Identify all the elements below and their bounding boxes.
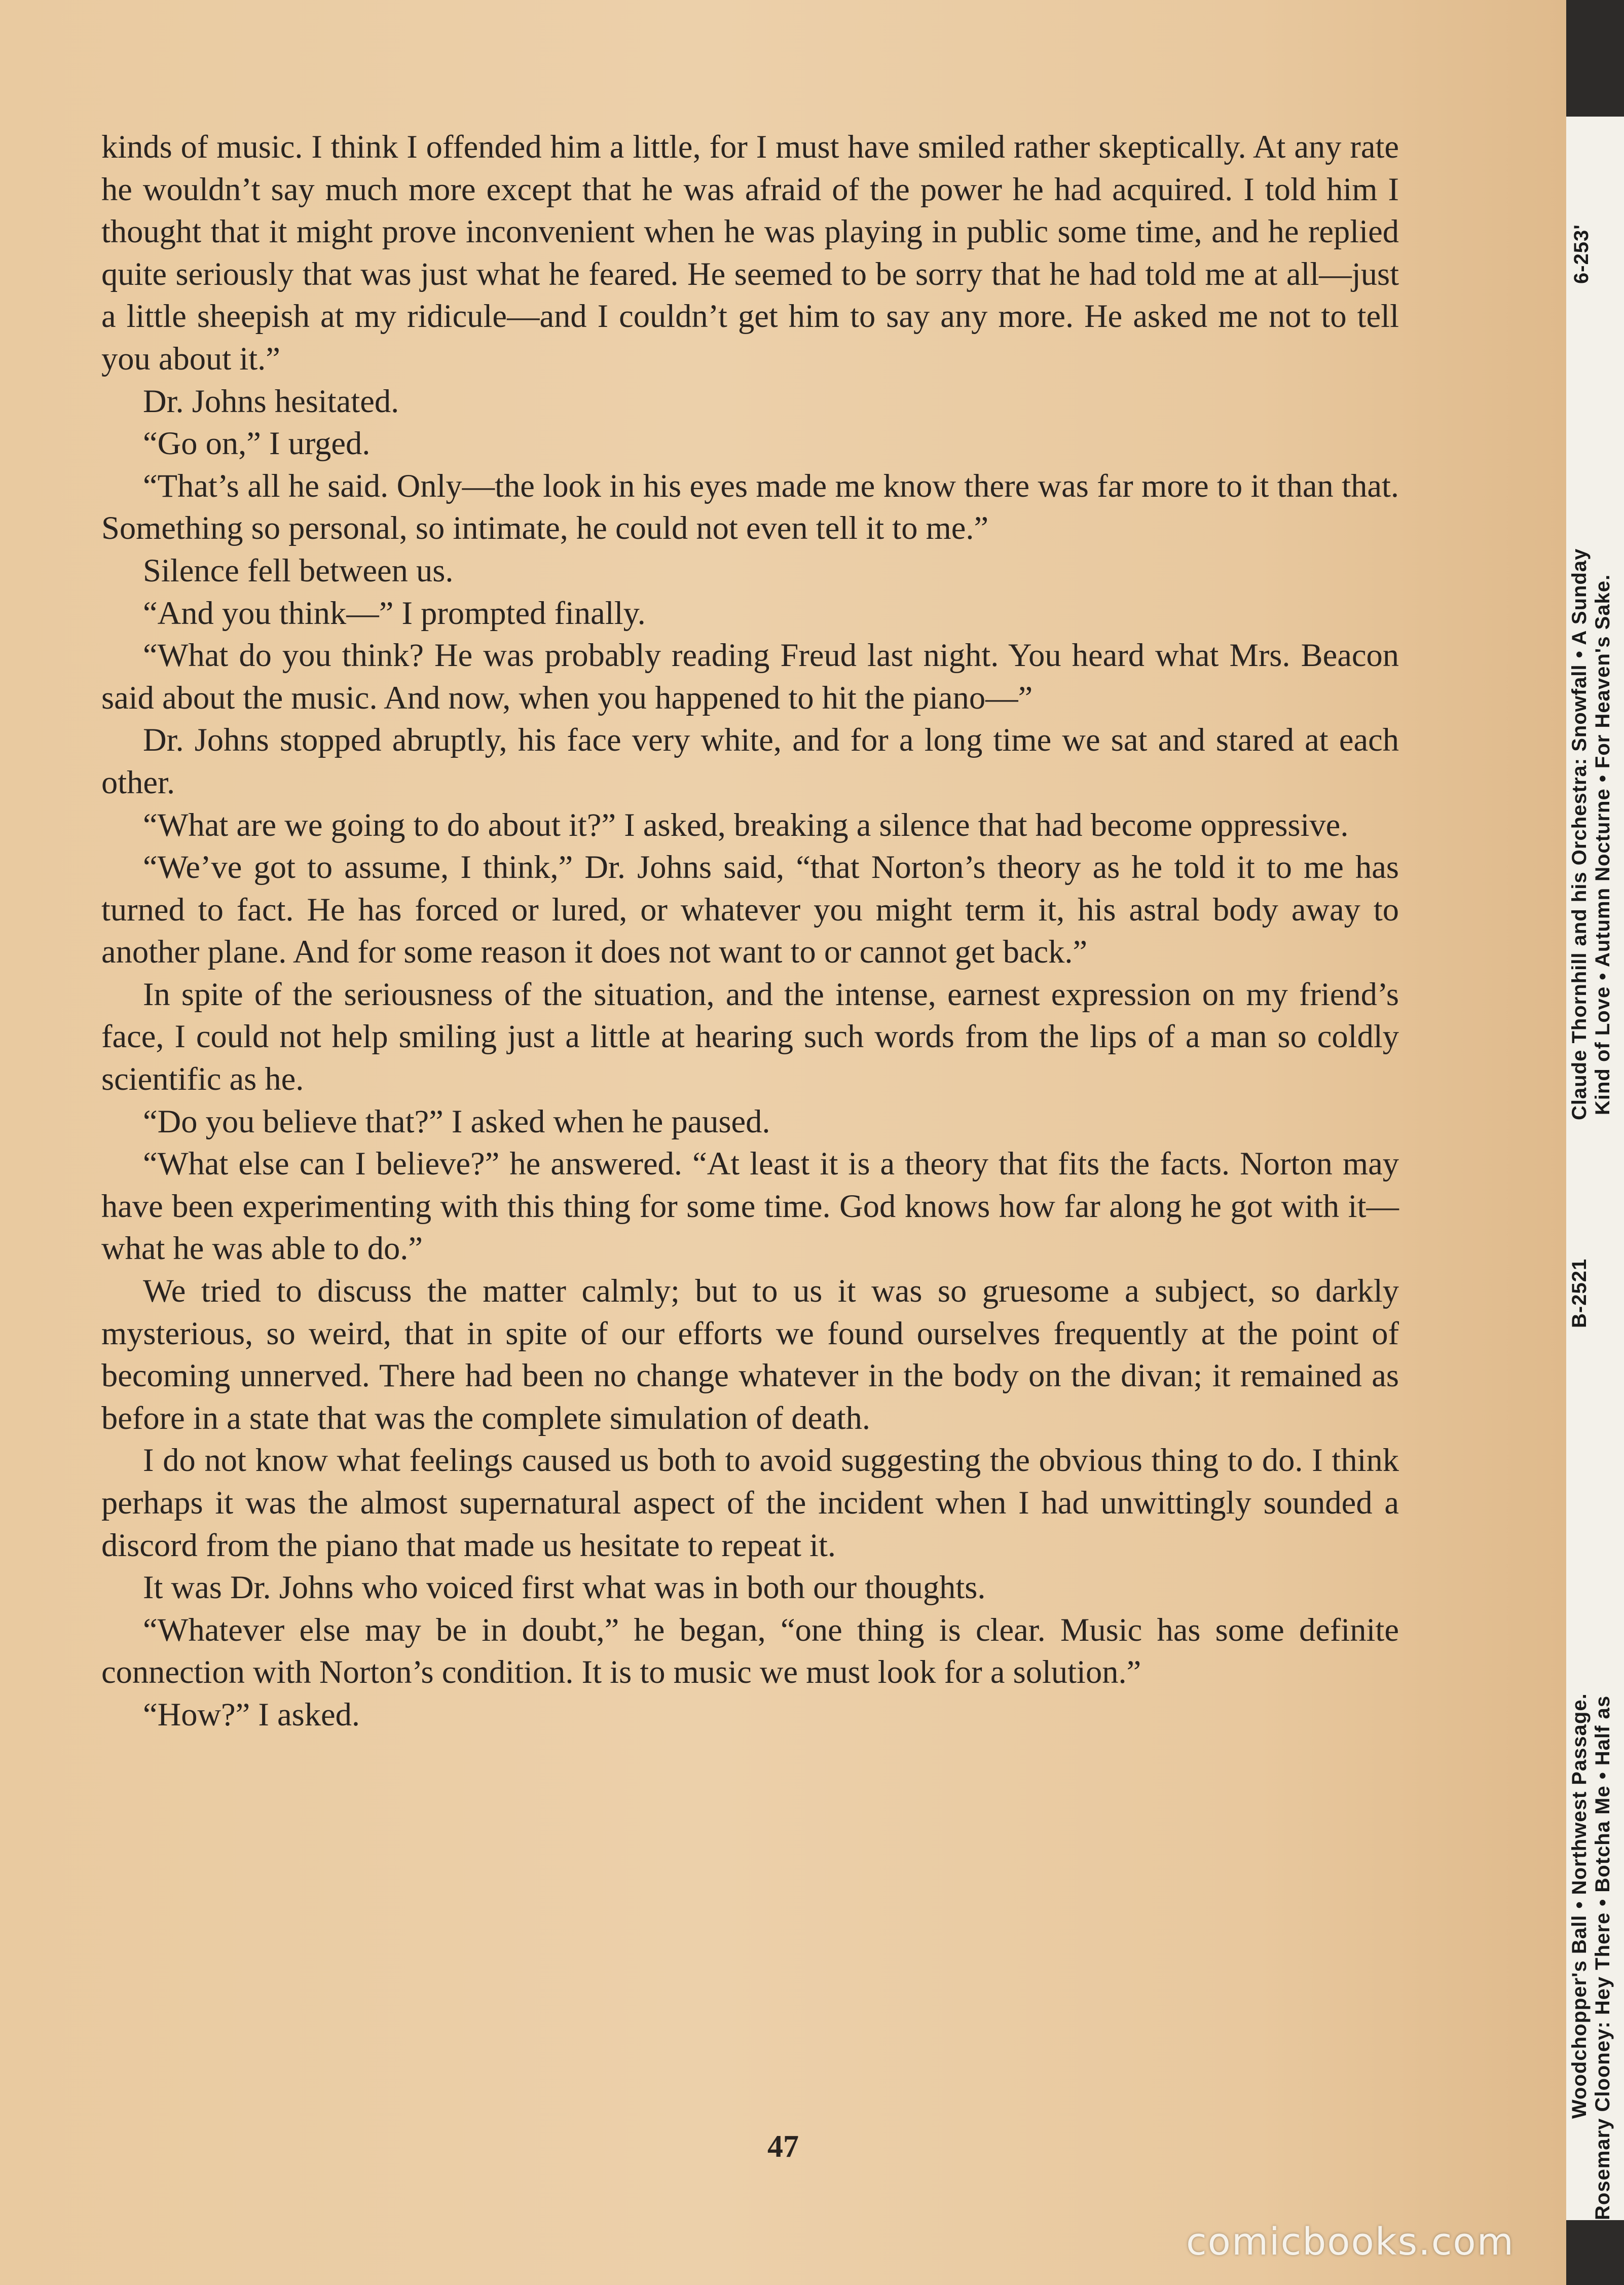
paragraph: Dr. Johns stopped abruptly, his face very white, and for a long time we sat and stared at each other. bbox=[101, 722, 1399, 800]
paragraph: “What do you think? He was probably reading Freud last night. You heard what Mrs. Beacon said about the music. And now, when you happened to hit the piano—” bbox=[101, 637, 1399, 716]
paragraph: We tried to discuss the matter calmly; but to us it was so gruesome a subject, so darkly mysterious, so weird, that in spite of our efforts we found ourselves frequently at the point of becoming unnerved. There had been no change whatever in the body on the divan; it remained as before in a state that was the complete simulation of death. bbox=[101, 1273, 1399, 1436]
paragraph: “That’s all he said. Only—the look in his eyes made me know there was far more to it than that. Something so personal, so intimate, he could not even tell it to me.” bbox=[101, 467, 1399, 546]
strip-text-catalog-number-bottom: B-2521 bbox=[1568, 1258, 1591, 1328]
strip-text-claude-thornhill: Claude Thornhill and his Orchestra: Snowfall • A Sunday bbox=[1568, 548, 1591, 1120]
paragraph: I do not know what feelings caused us both to avoid suggesting the obvious thing to do. I think perhaps it was the almost supernatural aspect of the incident when I had unwittingly sounded a discord from the piano that made us hesitate to repeat it. bbox=[101, 1442, 1399, 1563]
body-text bbox=[101, 126, 1399, 1736]
strip-text-catalog-number-top: 6-253' bbox=[1570, 224, 1593, 284]
paragraph: “How?” I asked. bbox=[143, 1696, 360, 1733]
paragraph: Silence fell between us. bbox=[143, 552, 454, 588]
paragraph: “And you think—” I prompted finally. bbox=[143, 595, 646, 631]
strip-text-kind-of-love: Kind of Love • Autumn Nocturne • For Heaven's Sake. bbox=[1592, 574, 1614, 1115]
paragraph: “Go on,” I urged. bbox=[143, 425, 371, 462]
paragraph: kinds of music. I think I offended him a little, for I must have smiled rather skeptically. At any rate he wouldn’t say much more except that he was afraid of the power he had acquired. I told him I thought that it might prove inconvenient when he was playing in public some time, and he replied quite seriously that was just what he feared. He seemed to be sorry that he had told me at all—just a little sheepish at my ridicule—and I couldn’t get him to say any more. He asked me not to tell you about it.” bbox=[101, 129, 1399, 377]
strip-text-woodchoppers-ball: Woodchopper's Ball • Northwest Passage. bbox=[1568, 1693, 1591, 2119]
paragraph: “What else can I believe?” he answered. “At least it is a theory that fits the facts. Norton may have been experimenting with this thing for some time. God knows how far along he got with it—what he was able to do.” bbox=[101, 1146, 1399, 1267]
side-ad-strip bbox=[1566, 0, 1624, 2285]
strip-text-rosemary-clooney: Rosemary Clooney: Hey There • Botcha Me • Half as bbox=[1592, 1695, 1614, 2220]
page-number: 47 bbox=[767, 2129, 799, 2164]
site-watermark: comicbooks.com bbox=[1186, 2220, 1515, 2264]
paragraph: Dr. Johns hesitated. bbox=[143, 383, 399, 419]
paragraph: In spite of the seriousness of the situation, and the intense, earnest expression on my friend’s face, I could not help smiling just a little at hearing such words from the lips of a man so coldly scientific as he. bbox=[101, 976, 1399, 1097]
strip-dark-top bbox=[1566, 0, 1624, 117]
paragraph: “What are we going to do about it?” I asked, breaking a silence that had become oppressive. bbox=[143, 806, 1349, 843]
paragraph: “We’ve got to assume, I think,” Dr. Johns said, “that Norton’s theory as he told it to me has turned to fact. He has forced or lured, or whatever you might term it, his astral body away to another plane. And for some reason it does not want to or cannot get back.” bbox=[101, 849, 1399, 970]
paragraph: “Do you believe that?” I asked when he paused. bbox=[143, 1103, 770, 1139]
paragraph: “Whatever else may be in doubt,” he began, “one thing is clear. Music has some definite connection with Norton’s condition. It is to music we must look for a solution.” bbox=[101, 1611, 1399, 1690]
strip-dark-bottom bbox=[1566, 2220, 1624, 2285]
paragraph: It was Dr. Johns who voiced first what was in both our thoughts. bbox=[143, 1569, 986, 1606]
